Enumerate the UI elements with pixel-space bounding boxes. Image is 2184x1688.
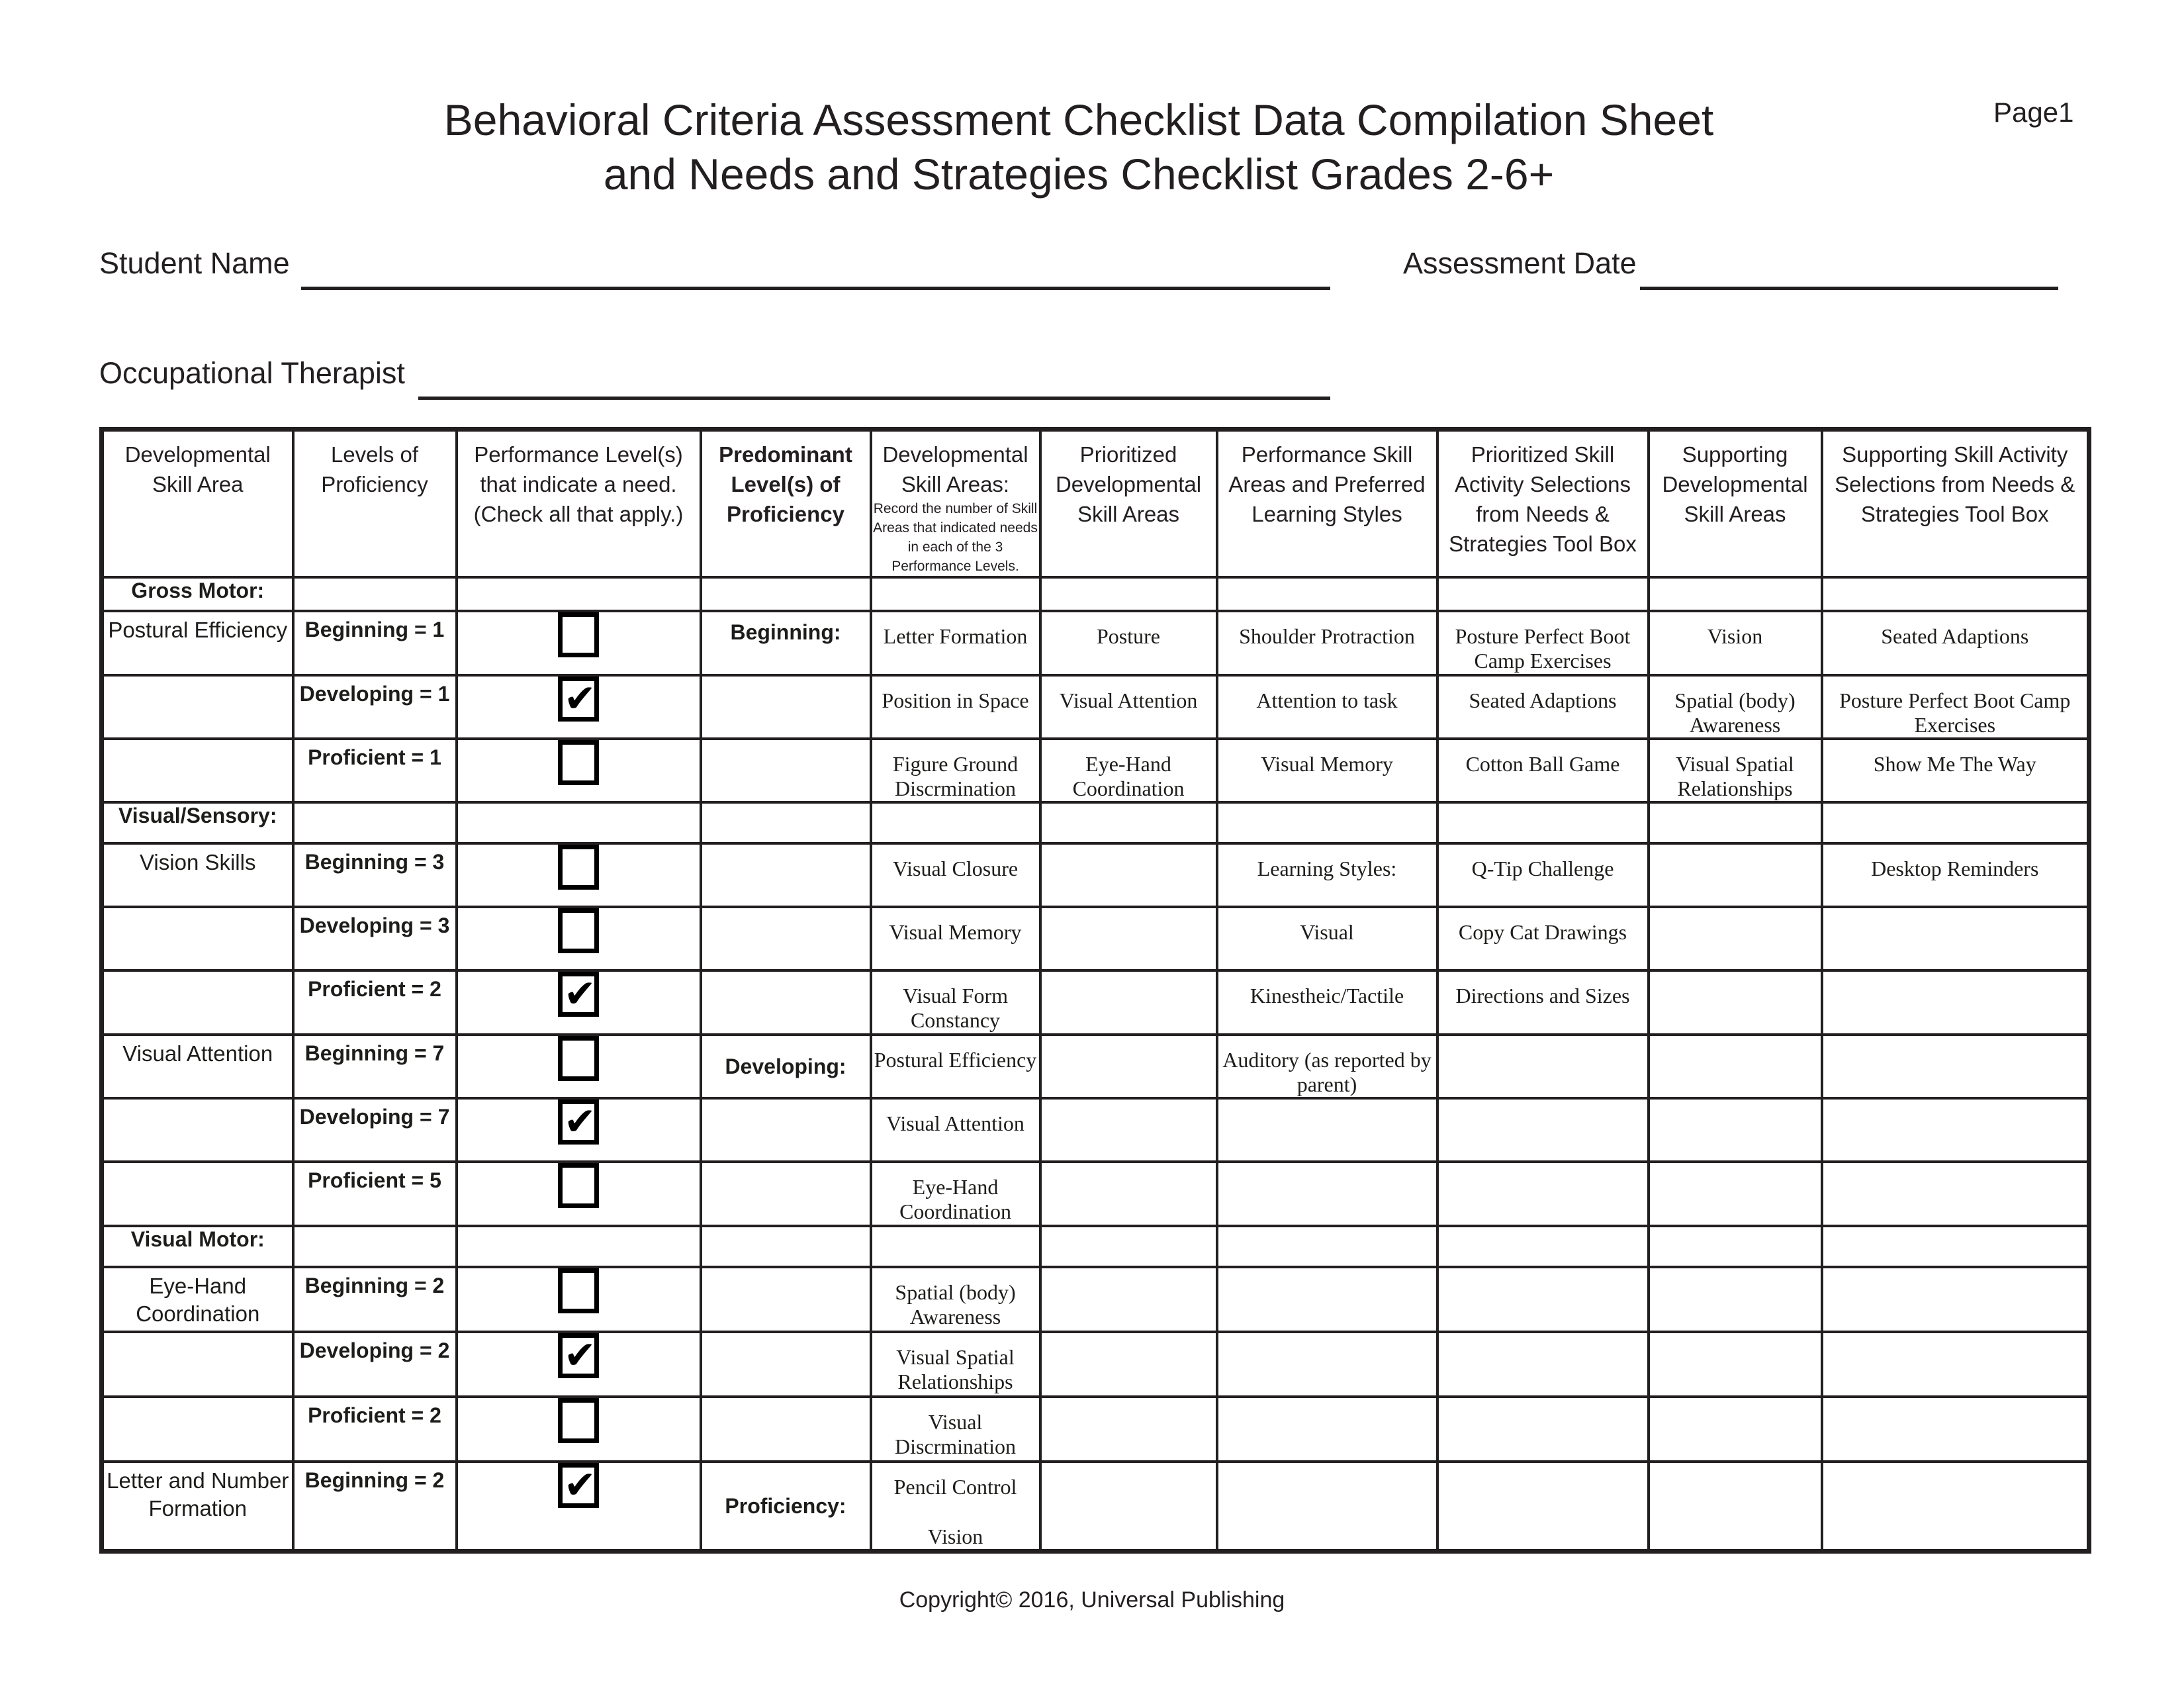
performance-skill-area-cell xyxy=(1217,1162,1437,1226)
proficiency-level-cell: Proficient = 2 xyxy=(293,1397,457,1462)
developmental-skill-area-cell: Visual Spatial Relationships xyxy=(871,1332,1040,1397)
need-checkbox-cell xyxy=(457,1397,701,1462)
performance-skill-area-cell xyxy=(1217,1332,1437,1397)
skill-area-cell: Vision Skills xyxy=(102,843,293,907)
developmental-skill-area-text-2: Vision xyxy=(927,1524,983,1548)
prioritized-skill-area-cell xyxy=(1040,802,1217,843)
proficiency-level-cell: Developing = 3 xyxy=(293,907,457,970)
predominant-level-cell xyxy=(701,1267,871,1332)
need-checkbox-cell xyxy=(457,739,701,802)
supporting-activity-cell xyxy=(1822,1226,2089,1267)
performance-skill-area-cell: Auditory (as reported by parent) xyxy=(1217,1035,1437,1098)
checkbox-unchecked[interactable] xyxy=(558,908,599,953)
compilation-table xyxy=(99,427,2091,1554)
need-checkbox-cell xyxy=(457,1162,701,1226)
supporting-skill-area-cell: Vision xyxy=(1649,611,1822,675)
performance-skill-area-cell xyxy=(1217,577,1437,611)
spacer xyxy=(872,1499,1039,1524)
proficiency-level-cell xyxy=(293,1226,457,1267)
proficiency-level-cell: Beginning = 7 xyxy=(293,1035,457,1098)
developmental-skill-area-cell: Visual Memory xyxy=(871,907,1040,970)
need-checkbox-cell xyxy=(457,675,701,739)
predominant-level-cell xyxy=(701,907,871,970)
skill-area-cell xyxy=(102,675,293,739)
copyright-footer: Copyright© 2016, Universal Publishing xyxy=(899,1587,1285,1613)
checkbox-checked[interactable] xyxy=(558,972,599,1017)
category-row xyxy=(102,802,2089,843)
skill-area-cell xyxy=(102,970,293,1035)
header-performance-skill-areas: Performance Skill Areas and Preferred Learning Styles xyxy=(1217,430,1437,578)
supporting-skill-area-cell xyxy=(1649,1462,1822,1552)
developmental-skill-area-text: Pencil Control xyxy=(893,1475,1017,1499)
prioritized-skill-area-cell xyxy=(1040,1462,1217,1552)
developmental-skill-area-cell: Visual Discrmination xyxy=(871,1397,1040,1462)
student-name-field[interactable] xyxy=(301,287,1330,290)
prioritized-activity-cell xyxy=(1437,1397,1649,1462)
supporting-activity-cell xyxy=(1822,1397,2089,1462)
need-checkbox-cell xyxy=(457,843,701,907)
developmental-skill-area-cell: Eye-Hand Coordination xyxy=(871,1162,1040,1226)
table-row xyxy=(102,1397,2089,1462)
therapist-field[interactable] xyxy=(418,397,1330,400)
developmental-skill-area-cell xyxy=(871,802,1040,843)
performance-skill-area-cell xyxy=(1217,1397,1437,1462)
header-developmental-skill-area: Developmental Skill Area xyxy=(102,430,293,578)
need-checkbox-cell xyxy=(457,577,701,611)
table-row xyxy=(102,843,2089,907)
skill-area-cell xyxy=(102,1397,293,1462)
proficiency-level-cell xyxy=(293,577,457,611)
prioritized-skill-area-cell xyxy=(1040,843,1217,907)
header-levels-of-proficiency: Levels of Proficiency xyxy=(293,430,457,578)
skill-area-cell xyxy=(102,1098,293,1162)
prioritized-activity-cell: Seated Adaptions xyxy=(1437,675,1649,739)
proficiency-level-cell: Beginning = 3 xyxy=(293,843,457,907)
prioritized-activity-cell: Copy Cat Drawings xyxy=(1437,907,1649,970)
supporting-activity-cell: Show Me The Way xyxy=(1822,739,2089,802)
checkbox-checked[interactable] xyxy=(558,1100,599,1145)
table-row xyxy=(102,675,2089,739)
prioritized-activity-cell: Posture Perfect Boot Camp Exercises xyxy=(1437,611,1649,675)
prioritized-skill-area-cell xyxy=(1040,1397,1217,1462)
skill-area-cell xyxy=(102,1332,293,1397)
need-checkbox-cell xyxy=(457,1098,701,1162)
proficiency-level-cell: Developing = 2 xyxy=(293,1332,457,1397)
header-predominant-levels: Predominant Level(s) of Proficiency xyxy=(701,430,871,578)
checkbox-unchecked[interactable] xyxy=(558,612,599,657)
page-number: Page1 xyxy=(1993,97,2074,128)
proficiency-level-cell: Proficient = 1 xyxy=(293,739,457,802)
category-label: Gross Motor: xyxy=(102,577,293,611)
need-checkbox-cell xyxy=(457,970,701,1035)
checkmark-icon: ✔ xyxy=(564,1462,596,1507)
supporting-skill-area-cell xyxy=(1649,843,1822,907)
predominant-level-cell: Developing: xyxy=(701,1035,871,1098)
performance-skill-area-cell: Attention to task xyxy=(1217,675,1437,739)
predominant-level-cell xyxy=(701,1098,871,1162)
prioritized-activity-cell xyxy=(1437,1332,1649,1397)
header-supporting-skill-areas: Supporting Developmental Skill Areas xyxy=(1649,430,1822,578)
prioritized-activity-cell: Directions and Sizes xyxy=(1437,970,1649,1035)
need-checkbox-cell xyxy=(457,1226,701,1267)
table-row xyxy=(102,611,2089,675)
developmental-skill-area-cell: Visual Form Constancy xyxy=(871,970,1040,1035)
predominant-level-cell: Proficiency: xyxy=(701,1462,871,1552)
need-checkbox-cell xyxy=(457,1332,701,1397)
category-row xyxy=(102,577,2089,611)
need-checkbox-cell xyxy=(457,1267,701,1332)
assessment-date-label: Assessment Date xyxy=(1403,246,1637,280)
predominant-level-cell xyxy=(701,739,871,802)
header-supporting-activity-selections: Supporting Skill Activity Selections from Needs & Strategies Tool Box xyxy=(1822,430,2089,578)
predominant-level-cell xyxy=(701,1397,871,1462)
predominant-level-cell xyxy=(701,1226,871,1267)
category-label: Visual/Sensory: xyxy=(102,802,293,843)
skill-area-cell: Letter and Number Formation xyxy=(102,1462,293,1552)
prioritized-activity-cell xyxy=(1437,1267,1649,1332)
checkbox-unchecked[interactable] xyxy=(558,1036,599,1081)
supporting-skill-area-cell xyxy=(1649,1035,1822,1098)
header-prioritized-activity-selections: Prioritized Skill Activity Selections from Needs & Strategies Tool Box xyxy=(1437,430,1649,578)
checkbox-checked[interactable] xyxy=(558,1333,599,1378)
prioritized-skill-area-cell xyxy=(1040,1098,1217,1162)
prioritized-skill-area-cell xyxy=(1040,907,1217,970)
proficiency-level-cell: Beginning = 1 xyxy=(293,611,457,675)
supporting-skill-area-cell xyxy=(1649,577,1822,611)
supporting-skill-area-cell xyxy=(1649,1332,1822,1397)
table-header-row xyxy=(102,430,2089,578)
developmental-skill-area-cell xyxy=(871,577,1040,611)
predominant-level-cell xyxy=(701,843,871,907)
developmental-skill-area-cell xyxy=(871,1226,1040,1267)
checkmark-icon: ✔ xyxy=(564,1333,596,1378)
prioritized-activity-cell: Cotton Ball Game xyxy=(1437,739,1649,802)
supporting-activity-cell xyxy=(1822,970,2089,1035)
supporting-skill-area-cell xyxy=(1649,907,1822,970)
prioritized-skill-area-cell xyxy=(1040,1267,1217,1332)
checkmark-icon: ✔ xyxy=(564,676,596,721)
table-row xyxy=(102,1162,2089,1226)
skill-area-cell: Visual Attention xyxy=(102,1035,293,1098)
header-prioritized-skill-areas: Prioritized Developmental Skill Areas xyxy=(1040,430,1217,578)
prioritized-skill-area-cell: Eye-Hand Coordination xyxy=(1040,739,1217,802)
need-checkbox-cell xyxy=(457,611,701,675)
supporting-activity-cell: Seated Adaptions xyxy=(1822,611,2089,675)
developmental-skill-area-cell: Position in Space xyxy=(871,675,1040,739)
category-row xyxy=(102,1226,2089,1267)
performance-skill-area-cell: Kinestheic/Tactile xyxy=(1217,970,1437,1035)
proficiency-level-cell: Proficient = 5 xyxy=(293,1162,457,1226)
prioritized-skill-area-cell xyxy=(1040,1162,1217,1226)
predominant-level-cell xyxy=(701,1162,871,1226)
supporting-activity-cell xyxy=(1822,577,2089,611)
checkbox-unchecked[interactable] xyxy=(558,740,599,785)
developmental-skill-area-cell xyxy=(871,1462,1040,1552)
need-checkbox-cell xyxy=(457,802,701,843)
checkbox-unchecked[interactable] xyxy=(558,845,599,890)
skill-area-cell xyxy=(102,739,293,802)
developmental-skill-area-cell: Visual Attention xyxy=(871,1098,1040,1162)
table-row xyxy=(102,1462,2089,1552)
prioritized-skill-area-cell xyxy=(1040,1332,1217,1397)
checkbox-checked[interactable] xyxy=(558,677,599,722)
category-label: Visual Motor: xyxy=(102,1226,293,1267)
performance-skill-area-cell: Visual Memory xyxy=(1217,739,1437,802)
table-row xyxy=(102,1035,2089,1098)
proficiency-level-cell: Proficient = 2 xyxy=(293,970,457,1035)
prioritized-activity-cell xyxy=(1437,802,1649,843)
proficiency-level-cell: Beginning = 2 xyxy=(293,1267,457,1332)
performance-skill-area-cell: Visual xyxy=(1217,907,1437,970)
checkbox-checked[interactable] xyxy=(558,1463,599,1508)
proficiency-level-cell: Developing = 7 xyxy=(293,1098,457,1162)
supporting-skill-area-cell xyxy=(1649,802,1822,843)
supporting-skill-area-cell xyxy=(1649,1226,1822,1267)
checkbox-unchecked[interactable] xyxy=(558,1163,599,1208)
header-performance-levels: Performance Level(s) that indicate a need. (Check all that apply.) xyxy=(457,430,701,578)
performance-skill-area-cell: Shoulder Protraction xyxy=(1217,611,1437,675)
table-row xyxy=(102,1332,2089,1397)
supporting-activity-cell xyxy=(1822,802,2089,843)
supporting-skill-area-cell xyxy=(1649,1098,1822,1162)
student-name-label: Student Name xyxy=(99,246,290,280)
prioritized-activity-cell xyxy=(1437,1035,1649,1098)
supporting-activity-cell xyxy=(1822,1462,2089,1552)
checkbox-unchecked[interactable] xyxy=(558,1398,599,1443)
prioritized-activity-cell xyxy=(1437,1098,1649,1162)
prioritized-activity-cell xyxy=(1437,1162,1649,1226)
prioritized-skill-area-cell xyxy=(1040,1035,1217,1098)
supporting-activity-cell: Desktop Reminders xyxy=(1822,843,2089,907)
prioritized-activity-cell xyxy=(1437,1462,1649,1552)
table-row xyxy=(102,1098,2089,1162)
need-checkbox-cell xyxy=(457,1035,701,1098)
checkbox-unchecked[interactable] xyxy=(558,1268,599,1313)
supporting-activity-cell xyxy=(1822,1267,2089,1332)
developmental-skill-area-cell: Letter Formation xyxy=(871,611,1040,675)
checkmark-icon: ✔ xyxy=(564,971,596,1016)
assessment-date-field[interactable] xyxy=(1640,287,2058,290)
developmental-skill-area-cell: Figure Ground Discrmination xyxy=(871,739,1040,802)
supporting-activity-cell xyxy=(1822,907,2089,970)
table-row xyxy=(102,970,2089,1035)
prioritized-activity-cell xyxy=(1437,1226,1649,1267)
prioritized-skill-area-cell: Visual Attention xyxy=(1040,675,1217,739)
supporting-activity-cell xyxy=(1822,1035,2089,1098)
predominant-level-cell xyxy=(701,577,871,611)
prioritized-activity-cell xyxy=(1437,577,1649,611)
proficiency-level-cell: Beginning = 2 xyxy=(293,1462,457,1552)
supporting-skill-area-cell xyxy=(1649,1162,1822,1226)
document-title-line-1: Behavioral Criteria Assessment Checklist Data Compilation Sheet xyxy=(443,95,1714,144)
skill-area-cell xyxy=(102,1162,293,1226)
table-row xyxy=(102,907,2089,970)
prioritized-skill-area-cell xyxy=(1040,970,1217,1035)
supporting-skill-area-cell xyxy=(1649,970,1822,1035)
skill-area-cell: Postural Efficiency xyxy=(102,611,293,675)
therapist-label: Occupational Therapist xyxy=(99,356,405,390)
table-row xyxy=(102,739,2089,802)
supporting-skill-area-cell xyxy=(1649,1267,1822,1332)
performance-skill-area-cell: Learning Styles: xyxy=(1217,843,1437,907)
header-developmental-skill-areas-note: Record the number of Skill Areas that indicated needs in each of the 3 Performance Levels. xyxy=(873,501,1038,574)
supporting-activity-cell xyxy=(1822,1098,2089,1162)
proficiency-level-cell xyxy=(293,802,457,843)
predominant-level-cell: Beginning: xyxy=(701,611,871,675)
need-checkbox-cell xyxy=(457,1462,701,1552)
table-row xyxy=(102,1267,2089,1332)
need-checkbox-cell xyxy=(457,907,701,970)
predominant-level-cell xyxy=(701,802,871,843)
performance-skill-area-cell xyxy=(1217,1462,1437,1552)
prioritized-activity-cell: Q-Tip Challenge xyxy=(1437,843,1649,907)
supporting-activity-cell xyxy=(1822,1162,2089,1226)
developmental-skill-area-cell: Postural Efficiency xyxy=(871,1035,1040,1098)
skill-area-cell xyxy=(102,907,293,970)
prioritized-skill-area-cell: Posture xyxy=(1040,611,1217,675)
performance-skill-area-cell xyxy=(1217,1267,1437,1332)
skill-area-cell: Eye-Hand Coordination xyxy=(102,1267,293,1332)
supporting-activity-cell xyxy=(1822,1332,2089,1397)
supporting-skill-area-cell xyxy=(1649,1397,1822,1462)
performance-skill-area-cell xyxy=(1217,802,1437,843)
header-developmental-skill-areas-label: Developmental Skill Areas: xyxy=(882,442,1028,496)
supporting-skill-area-cell: Visual Spatial Relationships xyxy=(1649,739,1822,802)
prioritized-skill-area-cell xyxy=(1040,1226,1217,1267)
developmental-skill-area-cell: Spatial (body) Awareness xyxy=(871,1267,1040,1332)
performance-skill-area-cell xyxy=(1217,1098,1437,1162)
performance-skill-area-cell xyxy=(1217,1226,1437,1267)
developmental-skill-area-cell: Visual Closure xyxy=(871,843,1040,907)
supporting-activity-cell: Posture Perfect Boot Camp Exercises xyxy=(1822,675,2089,739)
prioritized-skill-area-cell xyxy=(1040,577,1217,611)
supporting-skill-area-cell: Spatial (body) Awareness xyxy=(1649,675,1822,739)
predominant-level-cell xyxy=(701,970,871,1035)
predominant-level-cell xyxy=(701,675,871,739)
predominant-level-cell xyxy=(701,1332,871,1397)
checkmark-icon: ✔ xyxy=(564,1099,596,1144)
document-title-line-2: and Needs and Strategies Checklist Grades 2-6+ xyxy=(603,150,1555,199)
proficiency-level-cell: Developing = 1 xyxy=(293,675,457,739)
header-developmental-skill-areas xyxy=(871,430,1040,578)
